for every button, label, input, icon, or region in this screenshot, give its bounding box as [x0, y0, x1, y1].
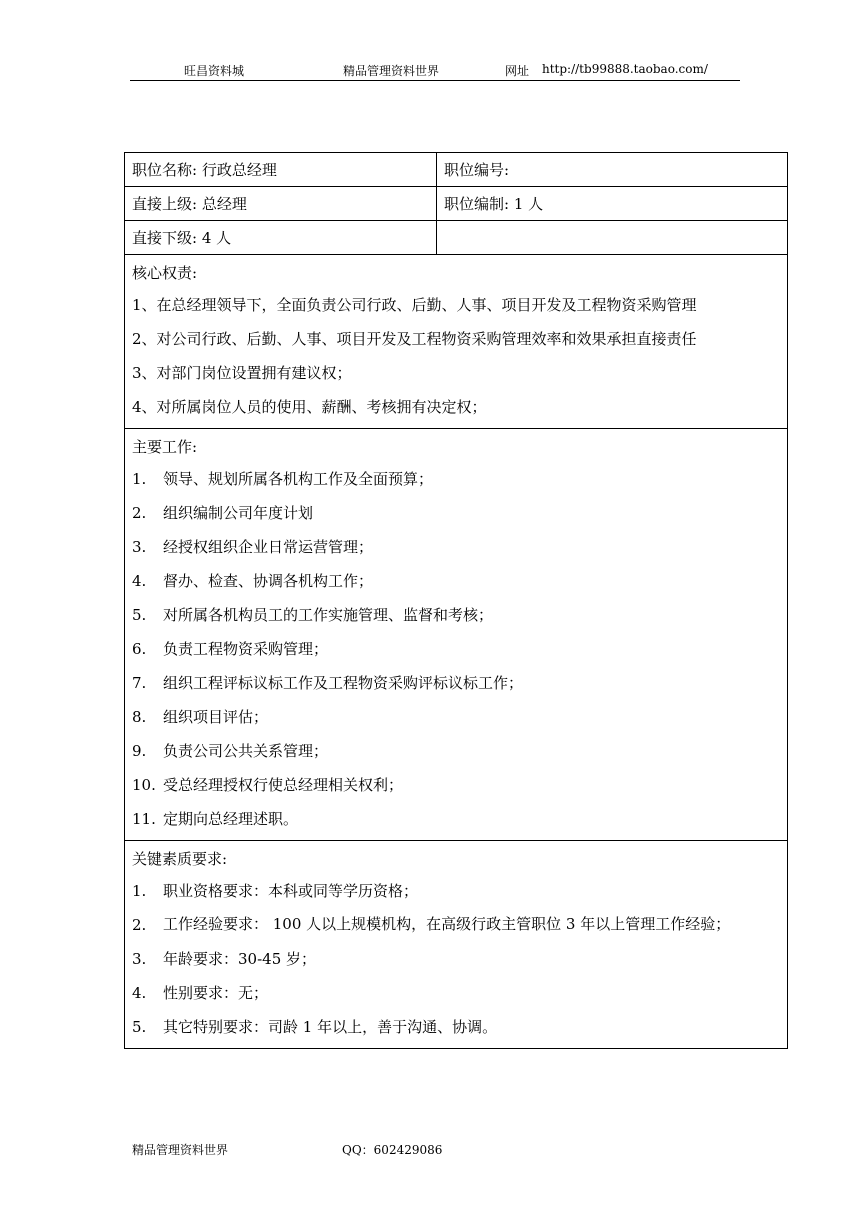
table-row: [125, 187, 787, 221]
header-url-label: 网址: [505, 64, 530, 78]
list-item: 1、在总经理领导下，全面负责公司行政、后勤、人事、项目开发及工程物资采购管理: [132, 296, 697, 314]
footer-qq: QQ：602429086: [342, 1143, 443, 1157]
list-item: [132, 874, 780, 908]
item-text: 督办、检查、协调各机构工作；: [163, 572, 374, 590]
section-title: 主要工作:: [132, 438, 198, 456]
item-text: 工作经验要求： 100 人以上规模机构，在高级行政主管职位 3 年以上管理工作经验；: [163, 915, 731, 933]
section-title: 关键素质要求:: [132, 850, 228, 868]
direct-subordinates-cell: 直接下级: 4 人: [125, 221, 437, 254]
item-number: 2.: [132, 916, 147, 934]
item-text: 其它特别要求：司龄 1 年以上，善于沟通、协调。: [163, 1018, 498, 1036]
header-brand: 精品管理资料世界: [343, 64, 440, 78]
item-number: 4.: [132, 984, 147, 1002]
item-text: 组织工程评标议标工作及工程物资采购评标议标工作；: [163, 674, 524, 692]
item-text: 负责公司公共关系管理；: [163, 742, 329, 760]
item-text: 负责工程物资采购管理；: [163, 640, 329, 658]
list-item: [132, 908, 780, 942]
item-number: 11.: [132, 810, 156, 828]
list-item: [132, 598, 780, 632]
header-url[interactable]: http://tb99888.taobao.com/: [542, 62, 708, 76]
item-text: 性别要求：无；: [163, 984, 269, 1002]
list-item: [132, 700, 780, 734]
footer-brand: 精品管理资料世界: [132, 1143, 229, 1157]
header-shop-name: 旺昌资料城: [184, 64, 245, 78]
item-text: 职业资格要求：本科或同等学历资格；: [163, 882, 419, 900]
item-text: 经授权组织企业日常运营管理；: [163, 538, 374, 556]
list-item: [132, 768, 780, 802]
empty-cell: [437, 221, 787, 254]
list-item: [132, 564, 780, 598]
list-item: [132, 802, 780, 836]
position-number-cell: 职位编号:: [444, 161, 510, 179]
list-item: [132, 530, 780, 564]
item-number: 9.: [132, 742, 147, 760]
headcount-cell: 职位编制: 1 人: [444, 195, 544, 213]
main-work-section: [125, 429, 787, 841]
position-name-cell: 职位名称: 行政总经理: [125, 153, 437, 186]
item-text: 领导、规划所属各机构工作及全面预算；: [163, 470, 434, 488]
list-item: [132, 632, 780, 666]
list-item: [132, 1010, 780, 1044]
header-divider: [130, 80, 740, 81]
key-requirements-section: [125, 841, 787, 1048]
item-text: 组织编制公司年度计划: [163, 504, 314, 522]
list-item: [132, 734, 780, 768]
item-number: 5.: [132, 606, 147, 624]
list-item: 2、对公司行政、后勤、人事、项目开发及工程物资采购管理效率和效果承担直接责任: [132, 330, 697, 348]
page-header: [0, 62, 868, 82]
core-responsibilities-section: [125, 255, 787, 429]
item-number: 5.: [132, 1018, 147, 1036]
item-number: 1.: [132, 882, 147, 900]
list-item: [132, 496, 780, 530]
table-row: [125, 221, 787, 255]
item-number: 6.: [132, 640, 147, 658]
list-item: [132, 942, 780, 976]
table-row: [125, 153, 787, 187]
item-text: 对所属各机构员工的工作实施管理、监督和考核；: [163, 606, 494, 624]
list-item: 3、对部门岗位设置拥有建议权；: [132, 364, 352, 382]
section-title: 核心权责:: [132, 264, 198, 282]
direct-superior-cell: 直接上级: 总经理: [125, 187, 437, 220]
list-item: [132, 666, 780, 700]
item-number: 3.: [132, 538, 147, 556]
item-text: 受总经理授权行使总经理相关权利；: [163, 776, 404, 794]
item-number: 1.: [132, 470, 147, 488]
list-item: 4、对所属岗位人员的使用、薪酬、考核拥有决定权；: [132, 398, 487, 416]
item-number: 10.: [132, 776, 156, 794]
item-text: 年龄要求：30-45 岁；: [163, 950, 317, 968]
item-number: 4.: [132, 572, 147, 590]
job-description-table: [124, 152, 788, 1049]
list-item: [132, 462, 780, 496]
item-number: 8.: [132, 708, 147, 726]
item-number: 7.: [132, 674, 147, 692]
item-text: 组织项目评估；: [163, 708, 269, 726]
item-number: 2.: [132, 504, 147, 522]
item-text: 定期向总经理述职。: [163, 810, 299, 828]
item-number: 3.: [132, 950, 147, 968]
list-item: [132, 976, 780, 1010]
